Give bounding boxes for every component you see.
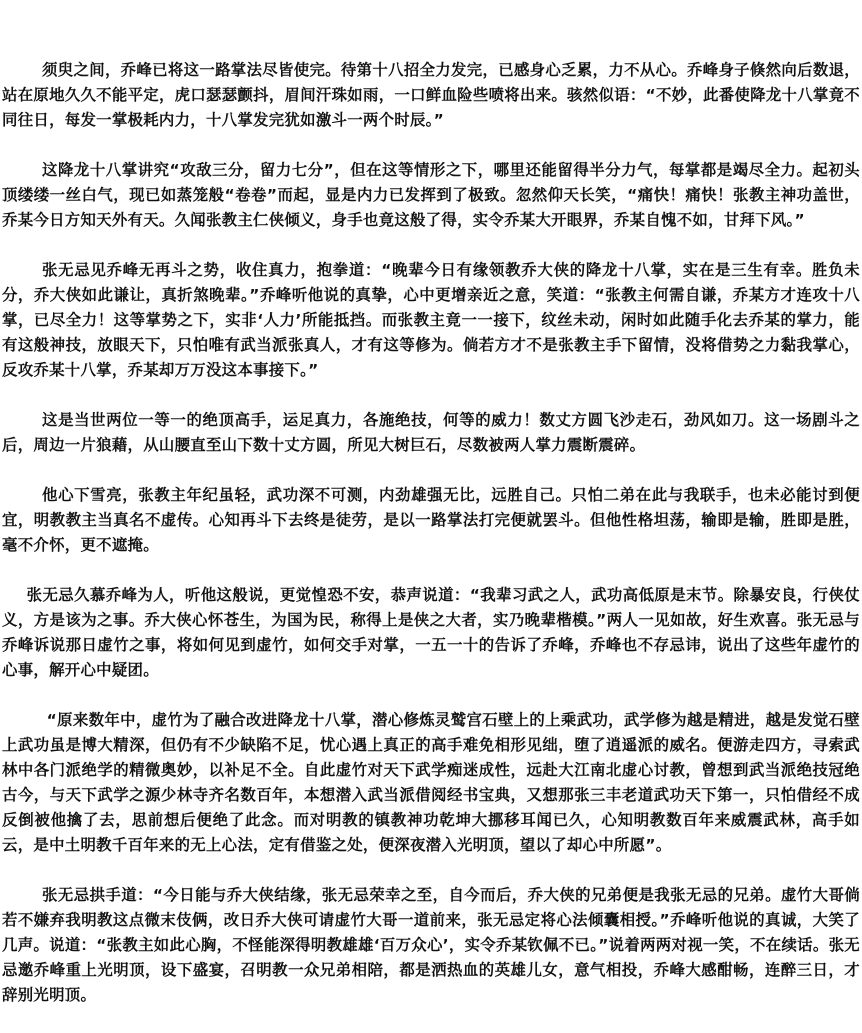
paragraph: 这是当世两位一等一的绝顶高手，运足真力，各施绝技，何等的威力！数丈方圆飞沙走石，劲风如刀。这一场剧斗之后，周边一片狼藉，从山腰直至山下数十丈方圆，所见大树巨石，尽数被两人掌力震断震碎。 — [2, 411, 860, 454]
paragraph: 张无忌见乔峰无再斗之势，收住真力，抱拳道：“晚辈今日有缘领教乔大侠的降龙十八掌，实在是三生有幸。胜负未分，乔大侠如此谦让，真折煞晚辈。”乔峰听他说的真挚，心中更增亲近之意，笑道：“张教主何需自谦，乔某方才连攻十八掌，已尽全力！这等掌势之下，实非‘人力’所能抵挡。而张教主竟一一接下，纹丝未动，闲时如此随手化去乔某的掌力，能有这般神技，放眼天下，只怕唯有武当派张真人，才有这等修为。倘若方才不是张教主手下留情，没将借势之力黏我掌心，反攻乔某十八掌，乔某却万万没这本事接下。” — [2, 261, 860, 379]
paragraph: 张无忌久慕乔峰为人，听他这般说，更觉惶恐不安，恭声说道：“我辈习武之人，武功高低原是末节。除暴安良，行侠仗义，方是该为之事。乔大侠心怀苍生，为国为民，称得上是侠之大者，实乃晚辈楷模。”两人一见如故，好生欢喜。张无忌与乔峰诉说那日虚竹之事，将如何见到虚竹，如何交手对掌，一五一十的告诉了乔峰，乔峰也不存忌讳，说出了这些年虚竹的心事，解开心中疑团。 — [2, 586, 860, 679]
paragraph: 须臾之间，乔峰已将这一路掌法尽皆使完。待第十八招全力发完，已感身心乏累，力不从心。乔峰身子倏然向后数退，站在原地久久不能平定，虎口瑟瑟颤抖，眉间汗珠如雨，一口鲜血险些喷将出来。骇然似语：“不妙，此番使降龙十八掌竟不同往日，每发一掌极耗内力，十八掌发完犹如激斗一两个时辰。” — [2, 61, 860, 129]
document-body — [2, 58, 860, 1033]
paragraph: 张无忌拱手道：“今日能与乔大侠结缘，张无忌荣幸之至，自今而后，乔大侠的兄弟便是我张无忌的兄弟。虚竹大哥倘若不嫌弃我明教这点微末伎俩，改日乔大侠可请虚竹大哥一道前来，张无忌定将心法倾囊相授。”乔峰听他说的真诚，大笑了几声。说道：“张教主如此心胸，不怪能深得明教雄雄‘百万众心’，实令乔某钦佩不已。”说着两两对视一笑，不在续话。张无忌邀乔峰重上光明顶，设下盛宴，召明教一众兄弟相陪，都是洒热血的英雄儿女，意气相投，乔峰大感酣畅，连醉三日，才辞别光明顶。 — [2, 886, 860, 1004]
paragraph: “原来数年中，虚竹为了融合改进降龙十八掌，潜心修炼灵鹫宫石壁上的上乘武功，武学修为越是精进，越是发觉石壁上武功虽是博大精深，但仍有不少缺陷不足，忧心遇上真正的高手难免相形见绌，堕了逍遥派的威名。便游走四方，寻索武林中各门派绝学的精微奥妙，以补足不全。自此虚竹对天下武学痴迷成性，远赴大江南北虚心讨教，曾想到武当派绝技冠绝古今，与天下武学之源少林寺齐名数百年，本想潜入武当派借阅经书宝典，又想那张三丰老道武功天下第一，只怕借经不成反倒被他擒了去，思前想后便绝了此念。而对明教的镇教神功乾坤大挪移耳闻已久，心知明教数百年来威震武林，高手如云，是中土明教千百年来的无上心法，定有借鉴之处，便深夜潜入光明顶，望以了却心中所愿”。 — [2, 711, 860, 854]
paragraph: 这降龙十八掌讲究“攻敌三分，留力七分”，但在这等情形之下，哪里还能留得半分力气，每掌都是竭尽全力。起初头顶缕缕一丝白气，现已如蒸笼般“卷卷”而起，显是内力已发挥到了极致。忽然仰天长笑，“痛快！痛快！张教主神功盖世，乔某今日方知天外有天。久闻张教主仁侠倾义，身手也竟这般了得，实令乔某大开眼界，乔某自愧不如，甘拜下风。” — [2, 161, 860, 229]
paragraph: 他心下雪亮，张教主年纪虽轻，武功深不可测，内劲雄强无比，远胜自己。只怕二弟在此与我联手，也未必能讨到便宜，明教教主当真名不虚传。心知再斗下去终是徒劳，是以一路掌法打完便就罢斗。但他性格坦荡，输即是输，胜即是胜，毫不介怀，更不遮掩。 — [2, 486, 860, 554]
